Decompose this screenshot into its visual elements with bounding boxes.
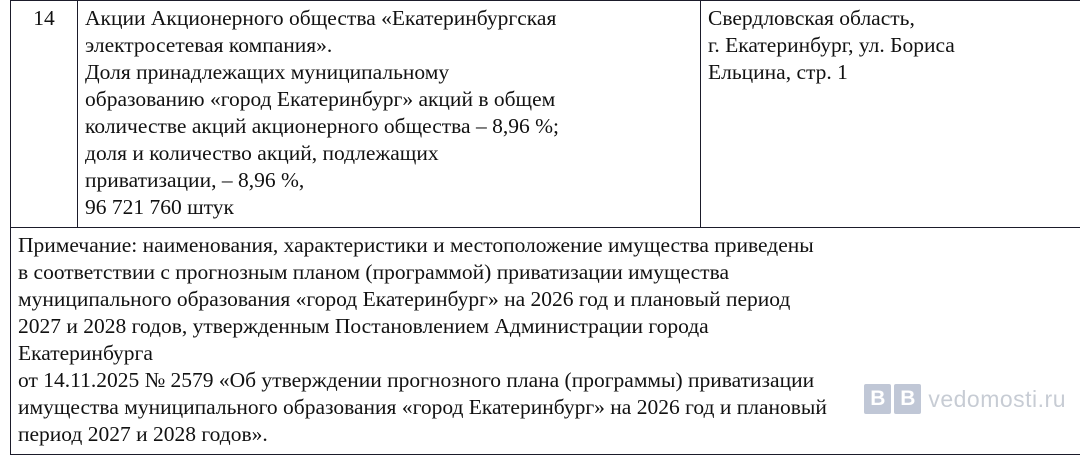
note-line: от 14.11.2025 № 2579 «Об утверждении прогнозного плана (программы) приватизации — [18, 367, 1080, 394]
watermark-text: vedomosti.ru — [928, 386, 1066, 413]
note-line: период 2027 и 2028 годов». — [18, 421, 1080, 448]
location-line: г. Екатеринбург, ул. Бориса — [708, 32, 1080, 59]
row-description-cell — [78, 1, 701, 228]
description-line: доля и количество акций, подлежащих — [85, 140, 693, 167]
description-line: образованию «город Екатеринбург» акций в общем — [85, 86, 693, 113]
location-line: Ельцина, стр. 1 — [708, 59, 1080, 86]
row-location-cell — [701, 1, 1080, 228]
table-row — [11, 1, 1080, 228]
note-line: в соответствии с прогнозным планом (программой) приватизации имущества — [18, 259, 1080, 286]
note-row — [11, 227, 1080, 454]
note-line: муниципального образования «город Екатеринбург» на 2026 год и плановый период — [18, 286, 1080, 313]
note-line: 2027 и 2028 годов, утвержденным Постановлением Администрации города — [18, 313, 1080, 340]
row-number: 14 — [18, 5, 70, 32]
property-table — [10, 0, 1080, 455]
note-line: имущества муниципального образования «город Екатеринбург» на 2026 год и плановый — [18, 394, 1080, 421]
row-number-cell — [11, 1, 78, 228]
watermark-badge-left: В — [864, 384, 891, 414]
note-line: Екатеринбурга — [18, 340, 1080, 367]
description-line: 96 721 760 штук — [85, 194, 693, 221]
description-line: приватизации, – 8,96 %, — [85, 167, 693, 194]
description-line: Доля принадлежащих муниципальному — [85, 59, 693, 86]
description-line: количестве акций акционерного общества – 8,96 %; — [85, 113, 693, 140]
note-line: Примечание: наименования, характеристики и местоположение имущества приведены — [18, 232, 1080, 259]
location-line: Свердловская область, — [708, 5, 1080, 32]
note-cell — [11, 227, 1080, 454]
description-line: электросетевая компания». — [85, 32, 693, 59]
watermark-badge-right: В — [894, 384, 921, 414]
description-line: Акции Акционерного общества «Екатеринбургская — [85, 5, 693, 32]
